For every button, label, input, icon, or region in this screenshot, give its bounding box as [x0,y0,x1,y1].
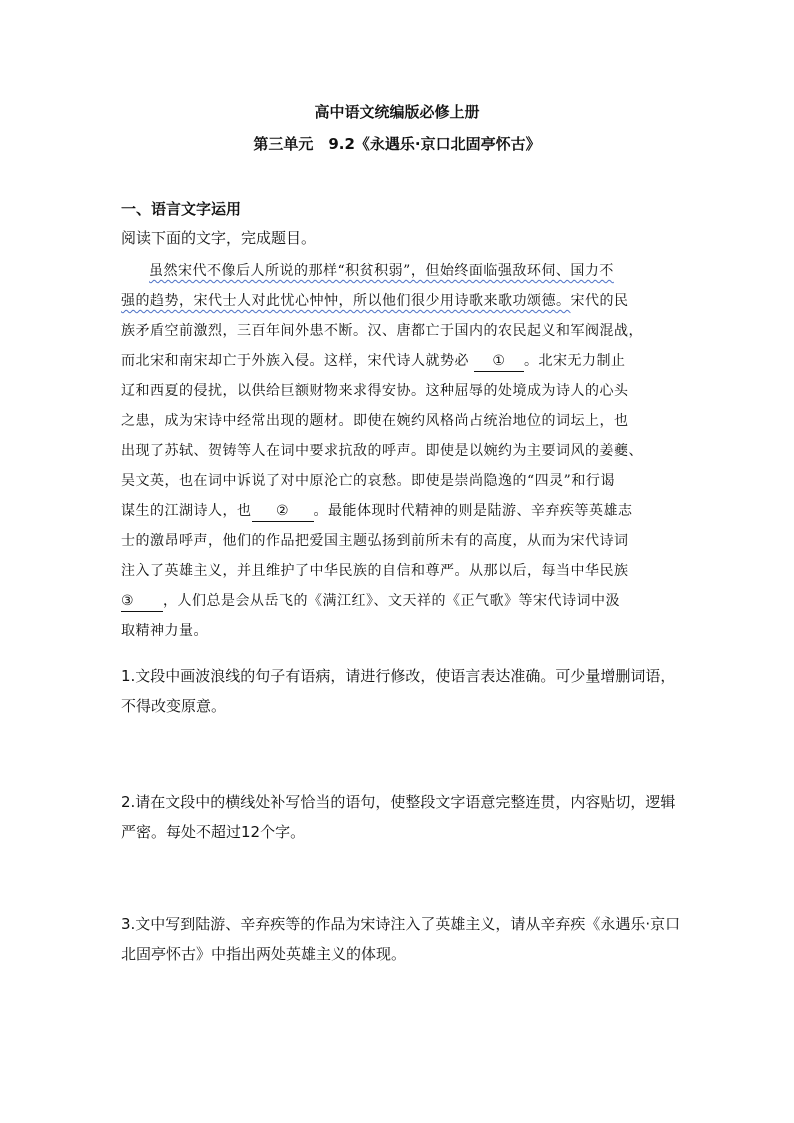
passage-line [121,286,681,316]
wavy-underlined-sentence: 虽然宋代不像后人所说的那样“积贫积弱”，但始终面临强敌环伺、国力不 [149,263,614,279]
passage-text: 谋生的江湖诗人，也 [121,503,252,519]
question-3: 3.文中写到陆游、辛弃疾等的作品为宋诗注入了英雄主义，请从辛弃疾《永遇乐·京口北固亭怀古》中指出两处英雄主义的体现。 [121,915,681,963]
passage-line: 出现了苏轼、贺铸等人在词中要求抗敌的呼声。即使是以婉约为主要词风的姜夔、 [121,443,643,459]
passage-line: 族矛盾空前激烈，三百年间外患不断。汉、唐都亡于国内的农民起义和军阀混战， [121,323,643,339]
passage-line: 辽和西夏的侵扰，以供给巨额财物来求得安协。这种屈辱的处境成为诗人的心头 [121,383,629,399]
passage-line: 注入了英雄主义，并且维护了中华民族的自信和尊严。从那以后，每当中华民族 [121,563,629,579]
passage-text: 宋代的民 [570,293,629,309]
passage-line: 吴文英，也在词中诉说了对中原沦亡的哀愁。即使是崇尚隐逸的“四灵”和行谒 [121,473,615,489]
wavy-underlined-sentence: 强的趋势，宋代士人对此忧心忡忡，所以他们很少用诗歌来歌功颂德。 [121,293,571,309]
passage-line [121,586,681,616]
question-1: 1.文段中画波浪线的句子有语病，请进行修改，使语言表达准确。可少量增删词语，不得改变原意。 [121,667,676,715]
document-title: 高中语文统编版必修上册 [314,103,480,121]
passage-text: 。北宋无力制止 [523,353,626,369]
question-2: 2.请在文段中的横线处补写恰当的语句，使整段文字语意完整连贯，内容贴切，逻辑严密。每处不超过12个字。 [121,793,676,841]
passage-line [121,346,681,376]
passage-line: 士的激昂呼声，他们的作品把爱国主题弘扬到前所未有的高度，从而为宋代诗词 [121,533,629,549]
section-instruction: 阅读下面的文字，完成题目。 [121,229,317,247]
blank-2: ② [252,501,314,522]
passage-line: 取精神力量。 [121,623,208,639]
passage-text: 而北宋和南宋却亡于外族入侵。这样，宋代诗人就势必 [121,353,469,369]
reading-passage [121,256,681,646]
blank-1: ① [474,351,524,372]
passage-line: 之患，成为宋诗中经常出现的题材。即使在婉约风格尚占统治地位的词坛上，也 [121,413,629,429]
passage-line [121,256,681,286]
document-subtitle: 第三单元 9.2《永遇乐·京口北固亭怀古》 [253,135,541,153]
blank-3: ③ [121,591,163,612]
section-heading: 一、语言文字运用 [121,200,242,218]
passage-line [121,496,681,526]
passage-text: ，人们总是会从岳飞的《满江红》、文天祥的《正气歌》等宋代诗词中汲 [163,593,620,609]
passage-text: 。最能体现时代精神的则是陆游、辛弃疾等英雄志 [313,503,633,519]
